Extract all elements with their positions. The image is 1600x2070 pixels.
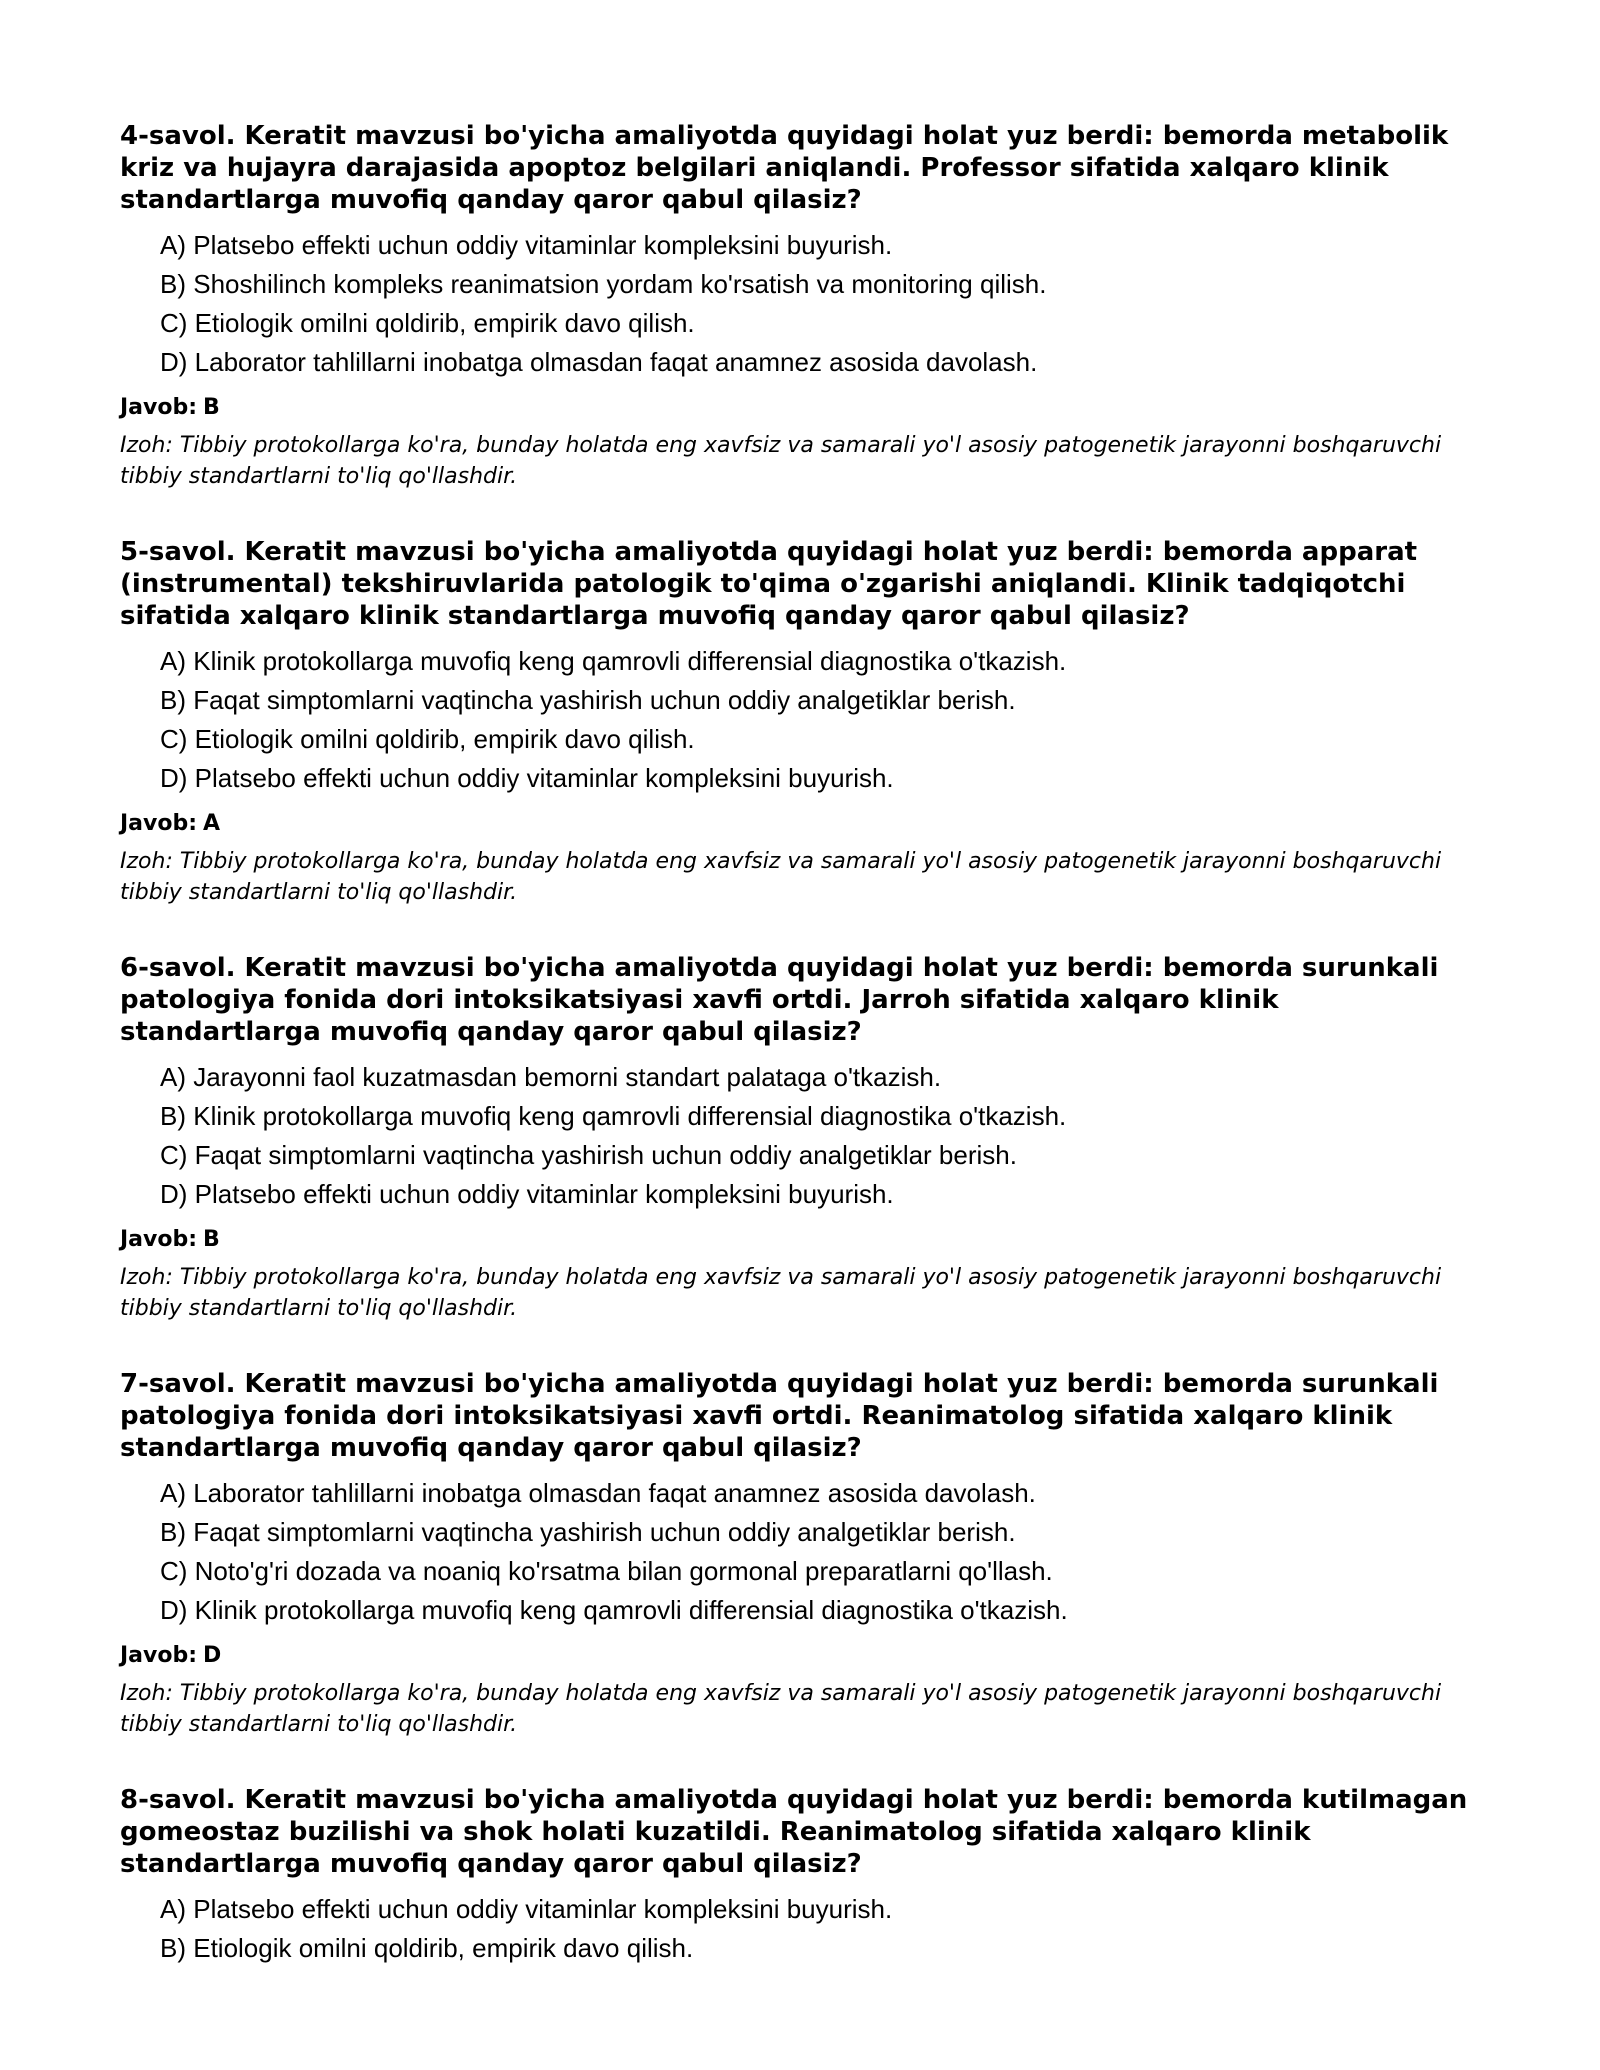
question-block bbox=[120, 952, 1480, 1324]
answer-line bbox=[120, 394, 1480, 422]
question-block bbox=[120, 120, 1480, 492]
answer-value: A bbox=[203, 811, 221, 836]
options-list bbox=[120, 226, 1480, 382]
explanation-text: Izoh: Tibbiy protokollarga ko'ra, bunday holatda eng xavfsiz va samarali yo'l asosiy patogenetik jarayonni boshqaruvchi tibbiy standartlarni to'liq qo'llashdir. bbox=[120, 1265, 1442, 1321]
option-c: C) Etiologik omilni qoldirib, empirik davo qilish. bbox=[160, 724, 695, 754]
answer-line bbox=[120, 1226, 1480, 1254]
answer-line bbox=[120, 1642, 1480, 1670]
answer-label: Javob: bbox=[120, 395, 198, 420]
option-d: D) Klinik protokollarga muvofiq keng qamrovli differensial diagnostika o'tkazish. bbox=[160, 1595, 1068, 1625]
option-c: C) Faqat simptomlarni vaqtincha yashirish uchun oddiy analgetiklar berish. bbox=[160, 1140, 1017, 1170]
answer-value: B bbox=[203, 395, 220, 420]
answer-label: Javob: bbox=[120, 1643, 198, 1668]
option-d: D) Platsebo effekti uchun oddiy vitaminlar kompleksini buyurish. bbox=[160, 763, 894, 793]
option-a: A) Jarayonni faol kuzatmasdan bemorni standart palataga o'tkazish. bbox=[160, 1062, 942, 1092]
answer-line bbox=[120, 810, 1480, 838]
explanation-text: Izoh: Tibbiy protokollarga ko'ra, bunday holatda eng xavfsiz va samarali yo'l asosiy patogenetik jarayonni boshqaruvchi tibbiy standartlarni to'liq qo'llashdir. bbox=[120, 849, 1442, 905]
question-block bbox=[120, 1784, 1480, 1968]
option-a: A) Klinik protokollarga muvofiq keng qamrovli differensial diagnostika o'tkazish. bbox=[160, 646, 1067, 676]
option-c: C) Etiologik omilni qoldirib, empirik davo qilish. bbox=[160, 308, 695, 338]
question-title: 7-savol. Keratit mavzusi bo'yicha amaliyotda quyidagi holat yuz berdi: bemorda surunkali patologiya fonida dori intoksikatsiyasi xavfi ortdi. Reanimatolog sifatida xalqaro klinik standartlarga muvofiq qanday qaror qabul qilasiz? bbox=[120, 1369, 1439, 1463]
options-list bbox=[120, 1474, 1480, 1630]
question-block bbox=[120, 1368, 1480, 1740]
question-title: 5-savol. Keratit mavzusi bo'yicha amaliyotda quyidagi holat yuz berdi: bemorda apparat (instrumental) tekshiruvlarida patologik to'qima o'zgarishi aniqlandi. Klinik tadqiqotchi sifatida xalqaro klinik standartlarga muvofiq qanday qaror qabul qilasiz? bbox=[120, 537, 1418, 631]
option-b: B) Klinik protokollarga muvofiq keng qamrovli differensial diagnostika o'tkazish. bbox=[160, 1101, 1067, 1131]
question-title: 4-savol. Keratit mavzusi bo'yicha amaliyotda quyidagi holat yuz berdi: bemorda metabolik kriz va hujayra darajasida apoptoz belgilari aniqlandi. Professor sifatida xalqaro klinik standartlarga muvofiq qanday qaror qabul qilasiz? bbox=[120, 121, 1449, 215]
options-list bbox=[120, 1058, 1480, 1214]
answer-value: D bbox=[203, 1643, 222, 1668]
option-d: D) Platsebo effekti uchun oddiy vitaminlar kompleksini buyurish. bbox=[160, 1179, 894, 1209]
option-a: A) Laborator tahlillarni inobatga olmasdan faqat anamnez asosida davolash. bbox=[160, 1478, 1036, 1508]
question-title: 8-savol. Keratit mavzusi bo'yicha amaliyotda quyidagi holat yuz berdi: bemorda kutilmagan gomeostaz buzilishi va shok holati kuzatildi. Reanimatolog sifatida xalqaro klinik standartlarga muvofiq qanday qaror qabul qilasiz? bbox=[120, 1785, 1468, 1879]
answer-value: B bbox=[203, 1227, 220, 1252]
option-b: B) Faqat simptomlarni vaqtincha yashirish uchun oddiy analgetiklar berish. bbox=[160, 685, 1016, 715]
option-b: B) Etiologik omilni qoldirib, empirik davo qilish. bbox=[160, 1933, 694, 1963]
question-title: 6-savol. Keratit mavzusi bo'yicha amaliyotda quyidagi holat yuz berdi: bemorda surunkali patologiya fonida dori intoksikatsiyasi xavfi ortdi. Jarroh sifatida xalqaro klinik standartlarga muvofiq qanday qaror qabul qilasiz? bbox=[120, 953, 1439, 1047]
option-b: B) Faqat simptomlarni vaqtincha yashirish uchun oddiy analgetiklar berish. bbox=[160, 1517, 1016, 1547]
option-a: A) Platsebo effekti uchun oddiy vitaminlar kompleksini buyurish. bbox=[160, 230, 893, 260]
answer-label: Javob: bbox=[120, 811, 198, 836]
explanation-text: Izoh: Tibbiy protokollarga ko'ra, bunday holatda eng xavfsiz va samarali yo'l asosiy patogenetik jarayonni boshqaruvchi tibbiy standartlarni to'liq qo'llashdir. bbox=[120, 433, 1442, 489]
option-b: B) Shoshilinch kompleks reanimatsion yordam ko'rsatish va monitoring qilish. bbox=[160, 269, 1047, 299]
option-a: A) Platsebo effekti uchun oddiy vitaminlar kompleksini buyurish. bbox=[160, 1894, 893, 1924]
options-list bbox=[120, 1890, 1480, 1968]
document-page bbox=[120, 120, 1480, 2012]
question-block bbox=[120, 536, 1480, 908]
option-d: D) Laborator tahlillarni inobatga olmasdan faqat anamnez asosida davolash. bbox=[160, 347, 1038, 377]
answer-label: Javob: bbox=[120, 1227, 198, 1252]
option-c: C) Noto'g'ri dozada va noaniq ko'rsatma bilan gormonal preparatlarni qo'llash. bbox=[160, 1556, 1053, 1586]
explanation-text: Izoh: Tibbiy protokollarga ko'ra, bunday holatda eng xavfsiz va samarali yo'l asosiy patogenetik jarayonni boshqaruvchi tibbiy standartlarni to'liq qo'llashdir. bbox=[120, 1681, 1442, 1737]
options-list bbox=[120, 642, 1480, 798]
